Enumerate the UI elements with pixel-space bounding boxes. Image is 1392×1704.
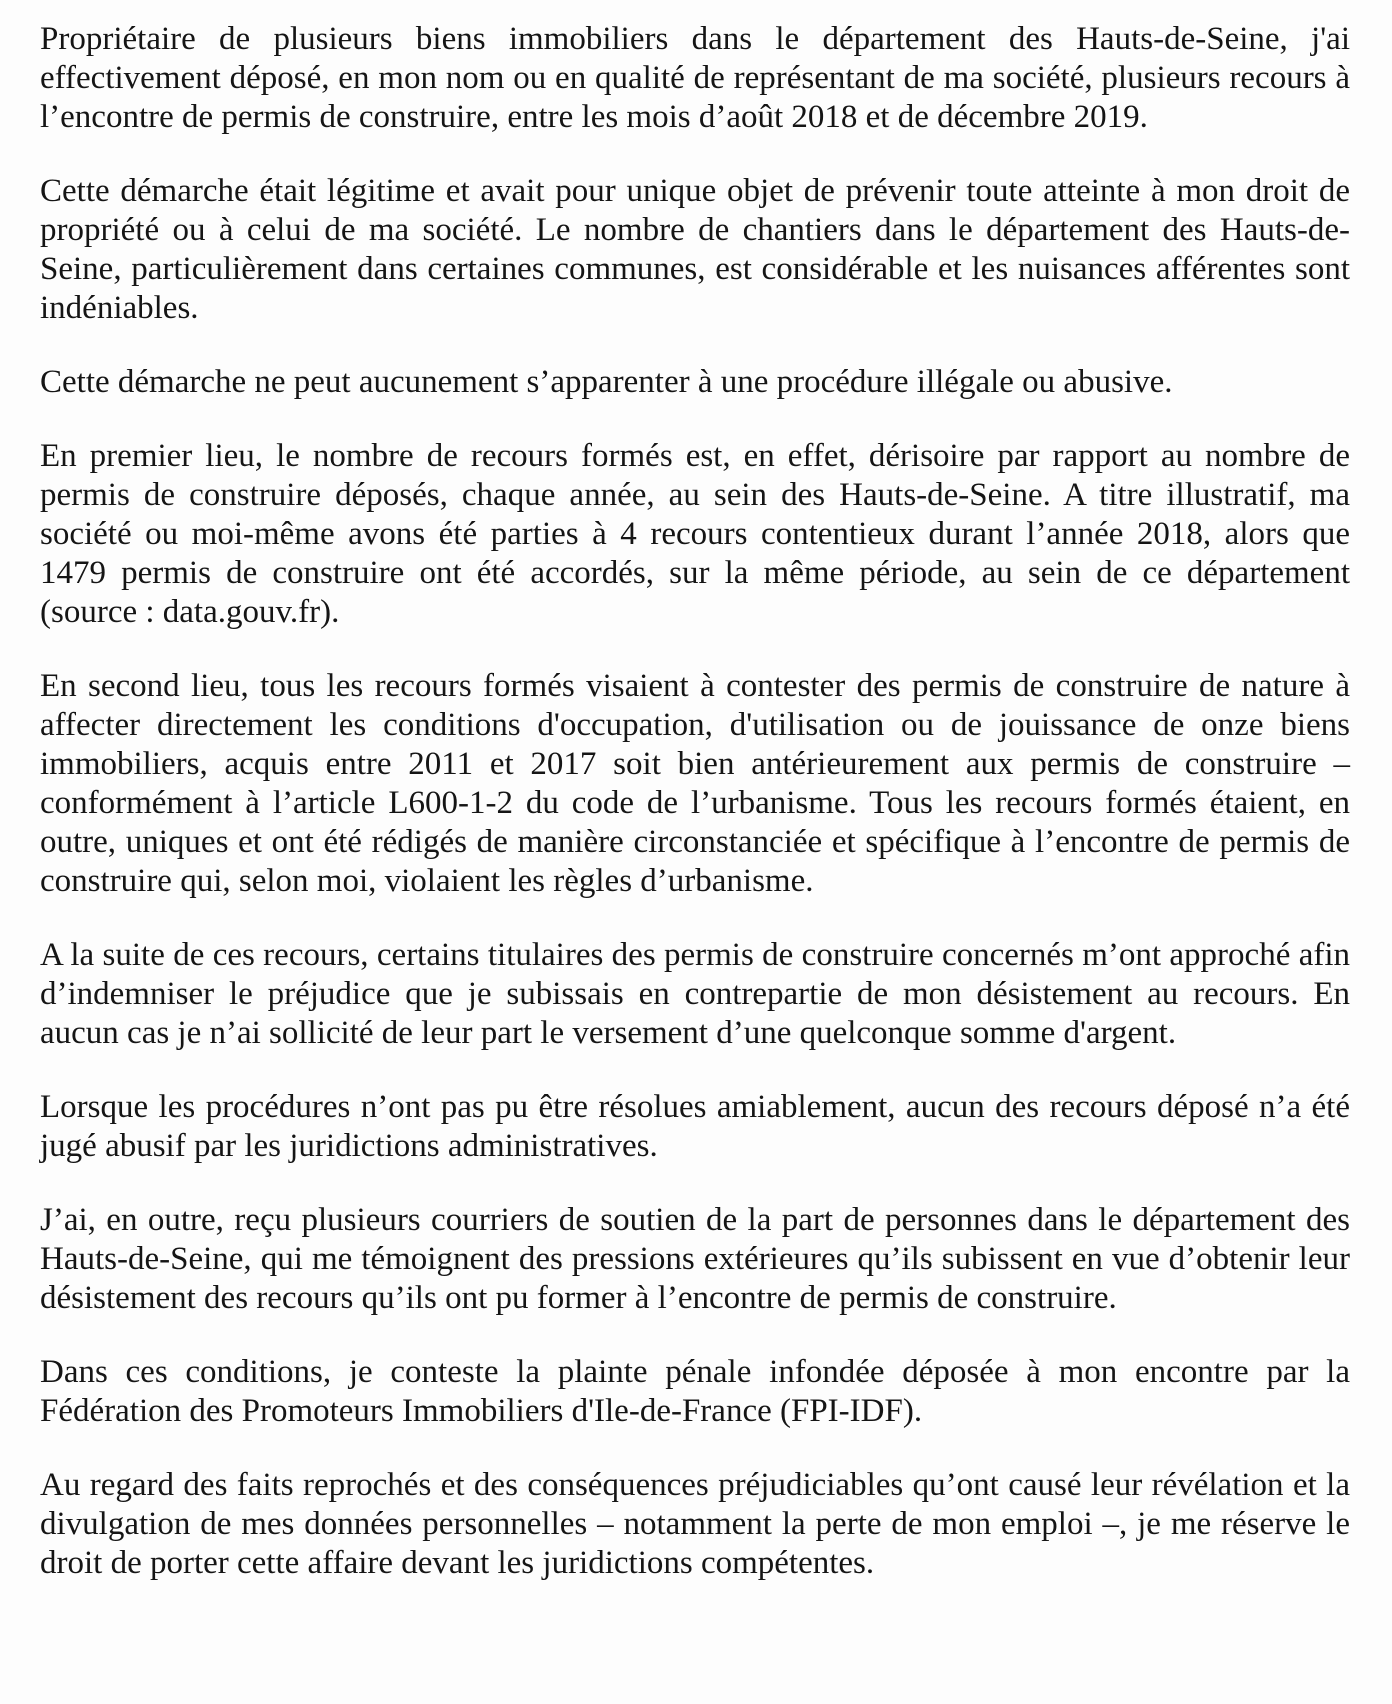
paragraph-support-letters: J’ai, en outre, reçu plusieurs courriers de soutien de la part de personnes dans le département des Hauts-de-Seine, qui me témoignent des pressions extérieures qu’ils subissent en vue d’obtenir leur désistement des recours qu’ils ont pu former à l’encontre de permis de construire. xyxy=(40,1202,1350,1316)
paragraph-reserve-rights: Au regard des faits reprochés et des conséquences préjudiciables qu’ont causé leur révélation et la divulgation de mes données personnelles – notamment la perte de mon emploi –, je me réserve le droit de porter cette affaire devant les juridictions compétentes. xyxy=(40,1467,1350,1581)
paragraph-court-rulings: Lorsque les procédures n’ont pas pu être résolues amiablement, aucun des recours déposé n’a été jugé abusif par les juridictions administratives. xyxy=(40,1089,1350,1164)
paragraph-not-abusive: Cette démarche ne peut aucunement s’apparenter à une procédure illégale ou abusive. xyxy=(40,364,1173,400)
paragraph-second-point: En second lieu, tous les recours formés visaient à contester des permis de construire de nature à affecter directement les conditions d'occupation, d'utilisation ou de jouissance de onze biens immobiliers, acquis entre 2011 et 2017 soit bien antérieurement aux permis de construire – conformément à l’article L600-1-2 du code de l’urbanisme. Tous les recours formés étaient, en outre, uniques et ont été rédigés de manière circonstanciée et spécifique à l’encontre de permis de construire qui, selon moi, violaient les règles d’urbanisme. xyxy=(40,668,1350,899)
paragraph-contest-complaint: Dans ces conditions, je conteste la plainte pénale infondée déposée à mon encontre par la Fédération des Promoteurs Immobiliers d'Ile-de-France (FPI-IDF). xyxy=(40,1354,1350,1429)
paragraph-first-point: En premier lieu, le nombre de recours formés est, en effet, dérisoire par rapport au nombre de permis de construire déposés, chaque année, au sein des Hauts-de-Seine. A titre illustratif, ma société ou moi-même avons été parties à 4 recours contentieux durant l’année 2018, alors que 1479 permis de construire ont été accordés, sur la même période, au sein de ce département (source : data.gouv.fr). xyxy=(40,438,1350,630)
paragraph-indemnification: A la suite de ces recours, certains titulaires des permis de construire concernés m’ont approché afin d’indemniser le préjudice que je subissais en contrepartie de mon désistement au recours. En aucun cas je n’ai sollicité de leur part le versement d’une quelconque somme d'argent. xyxy=(40,937,1350,1051)
paragraph-legitimacy: Cette démarche était légitime et avait pour unique objet de prévenir toute atteinte à mon droit de propriété ou à celui de ma société. Le nombre de chantiers dans le département des Hauts-de-Seine, particulièrement dans certaines communes, est considérable et les nuisances afférentes sont indéniables. xyxy=(40,173,1350,326)
letter-body xyxy=(40,20,1350,1583)
paragraph-ownership: Propriétaire de plusieurs biens immobiliers dans le département des Hauts-de-Seine, j'ai effectivement déposé, en mon nom ou en qualité de représentant de ma société, plusieurs recours à l’encontre de permis de construire, entre les mois d’août 2018 et de décembre 2019. xyxy=(40,21,1350,135)
